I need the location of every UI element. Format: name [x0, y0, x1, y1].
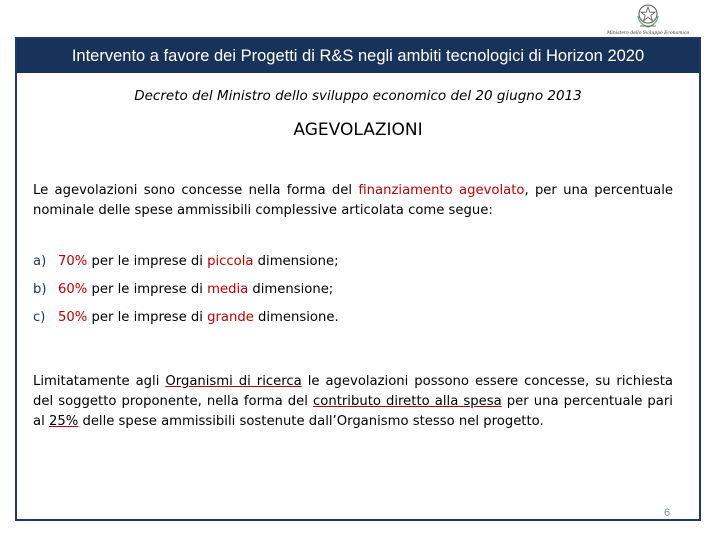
list-item: [33, 280, 339, 308]
slide-title: Intervento a favore dei Progetti di R&S negli ambiti tecnologici di Horizon 2020: [71, 46, 645, 65]
list-marker: b): [33, 282, 47, 297]
intro-highlight: finanziamento agevolato: [358, 183, 525, 198]
research-contribution: contributo diretto alla spesa: [313, 394, 502, 409]
list-end: dimensione;: [253, 254, 339, 269]
title-bar: [17, 39, 699, 73]
page-number: 6: [664, 507, 671, 519]
intro-paragraph: [33, 181, 673, 221]
ministry-name: Ministero dello Sviluppo Economico: [606, 31, 690, 36]
emblem-logo: [606, 2, 690, 40]
section-title: AGEVOLAZIONI: [293, 120, 423, 140]
list-percent: 70%: [58, 254, 88, 269]
research-percent: 25%: [48, 414, 79, 429]
research-organisms: Organismi di ricerca: [165, 374, 302, 389]
list-end: dimensione.: [253, 310, 339, 325]
list-size: grande: [207, 310, 254, 325]
percentage-list: [33, 252, 339, 336]
list-middle: per le imprese di: [87, 310, 208, 325]
list-percent: 50%: [58, 310, 88, 325]
research-text-3: per una percentuale pari al: [33, 394, 673, 429]
research-text-1: Limitatamente agli: [33, 374, 166, 389]
list-size: piccola: [207, 254, 254, 269]
republic-emblem-icon: [635, 2, 661, 30]
list-end: dimensione;: [248, 282, 334, 297]
intro-text-before: Le agevolazioni sono concesse nella forma del: [33, 183, 359, 198]
research-text-4: delle spese ammissibili sostenute dall’Organismo stesso nel progetto.: [78, 414, 544, 429]
list-item: [33, 308, 339, 336]
list-item: [33, 252, 339, 280]
list-percent: 60%: [58, 282, 88, 297]
research-text-2: le agevolazioni possono essere concesse, su richiesta del soggetto proponente, nella forma del: [33, 374, 674, 409]
research-paragraph: [33, 372, 673, 432]
list-size: media: [207, 282, 249, 297]
decree-subtitle: Decreto del Ministro dello sviluppo economico del 20 giugno 2013: [134, 88, 582, 104]
list-middle: per le imprese di: [87, 254, 208, 269]
intro-text-after: , per una percentuale nominale delle spese ammissibili complessive articolata come segue:: [33, 183, 673, 218]
list-middle: per le imprese di: [87, 282, 208, 297]
list-marker: c): [33, 310, 46, 325]
list-marker: a): [33, 254, 47, 269]
